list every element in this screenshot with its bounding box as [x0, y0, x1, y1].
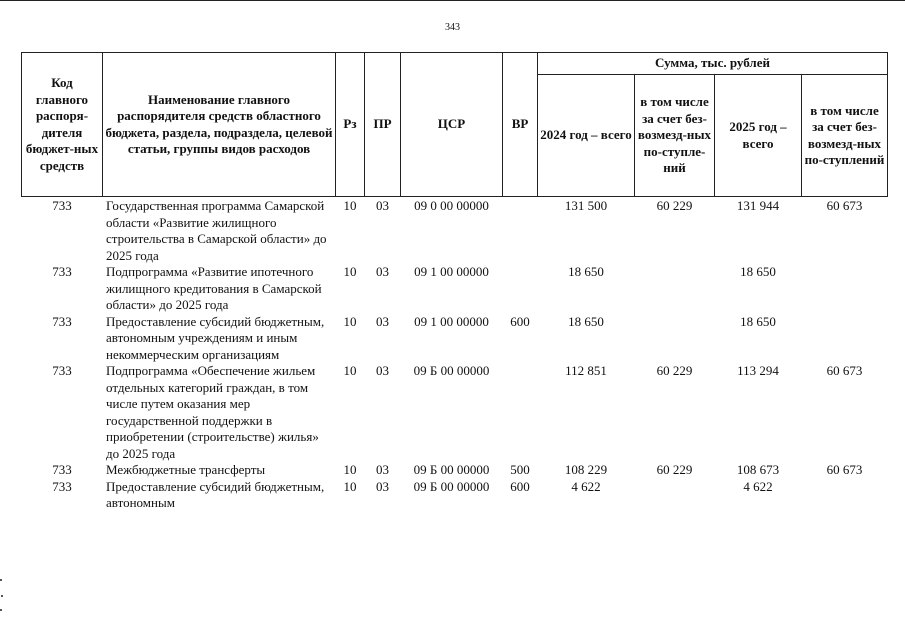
table-row [22, 363, 888, 462]
cell-2024-total: 18 650 [568, 264, 604, 279]
table-body [22, 197, 888, 512]
cell-name: Предоставление субсидий бюджетным, автономным [106, 478, 325, 510]
cell-pr: 03 [376, 313, 389, 329]
top-rule [0, 0, 905, 1]
cell-2025-grants: 60 673 [826, 198, 863, 213]
table-row [22, 462, 888, 479]
cell-2024-total: 108 229 [564, 462, 608, 477]
cell-rz: 10 [343, 264, 357, 279]
cell-code: 733 [52, 313, 72, 329]
cell-2024-total: 4 622 [571, 478, 601, 494]
header-name: Наименование главного распорядителя средств областного бюджета, раздела, подраздела, целевой статьи, группы видов расходов [103, 53, 336, 197]
cell-2025-grants [802, 314, 888, 364]
cell-2024-grants: 60 229 [656, 198, 693, 213]
table-row [22, 479, 888, 512]
cell-pr: 03 [376, 198, 389, 213]
cell-2025-grants: 60 673 [826, 363, 863, 378]
cell-code: 733 [52, 462, 72, 477]
scan-speck [0, 609, 2, 611]
cell-name: Предоставление субсидий бюджетным, автономным учреждениям и иным некоммерческим организациям [106, 313, 325, 362]
cell-2025-total: 131 944 [736, 198, 780, 213]
cell-csr: 09 1 00 00000 [414, 313, 489, 329]
budget-table [21, 52, 888, 512]
header-2025-total: 2025 год – всего [715, 75, 802, 197]
header-code: Код главного распоря-дителя бюджет-ных средств [22, 53, 103, 197]
cell-csr: 09 Б 00 00000 [413, 478, 490, 494]
cell-pr: 03 [376, 478, 389, 494]
table-row [22, 197, 888, 265]
cell-pr: 03 [376, 264, 389, 279]
cell-rz: 10 [343, 462, 357, 477]
cell-vr [503, 363, 538, 462]
cell-rz: 10 [343, 198, 357, 213]
header-vr: ВР [503, 53, 538, 197]
cell-pr: 03 [376, 462, 389, 477]
cell-rz: 10 [343, 313, 357, 329]
cell-pr: 03 [376, 363, 389, 378]
table-row [22, 264, 888, 314]
header-rz: Рз [336, 53, 365, 197]
cell-rz: 10 [343, 363, 357, 378]
cell-2025-grants [802, 479, 888, 512]
cell-name: Подпрограмма «Развитие ипотечного жилищного кредитования в Самарской области» до 2025 года [106, 264, 322, 312]
cell-vr [503, 197, 538, 265]
header-sum-group: Сумма, тыс. рублей [538, 53, 888, 75]
header-csr: ЦСР [401, 53, 503, 197]
cell-2025-total: 18 650 [740, 264, 776, 279]
cell-csr: 09 0 00 00000 [414, 198, 489, 213]
cell-vr: 600 [510, 313, 530, 329]
cell-csr: 09 Б 00 00000 [413, 363, 490, 378]
header-2024-total: 2024 год – всего [538, 75, 635, 197]
cell-vr: 600 [510, 478, 530, 494]
header-2025-grants: в том числе за счет без-возмезд-ных по-ступлений [802, 75, 888, 197]
cell-csr: 09 Б 00 00000 [413, 462, 490, 477]
cell-2024-grants: 60 229 [656, 462, 693, 477]
cell-2025-total: 4 622 [743, 478, 773, 494]
cell-2025-total: 18 650 [740, 313, 776, 329]
cell-2024-grants: 60 229 [656, 363, 693, 378]
cell-name: Подпрограмма «Обеспечение жильем отдельных категорий граждан, в том числе путем оказания мер государственной поддержки в приобретении (строительстве) жилья» до 2025 года [106, 363, 319, 461]
cell-rz: 10 [343, 478, 357, 494]
cell-name: Межбюджетные трансферты [106, 462, 266, 477]
cell-2024-total: 18 650 [568, 313, 604, 329]
cell-2024-total: 131 500 [564, 198, 608, 213]
cell-2024-grants [635, 314, 715, 364]
cell-code: 733 [52, 363, 72, 378]
cell-2025-grants [802, 264, 888, 314]
cell-code: 733 [52, 478, 72, 494]
header-2024-grants: в том числе за счет без-возмезд-ных по-ступле-ний [635, 75, 715, 197]
cell-2025-total: 108 673 [736, 462, 780, 477]
scan-speck [0, 579, 2, 581]
cell-2025-grants: 60 673 [826, 462, 863, 477]
scan-specks [0, 575, 3, 615]
cell-2025-total: 113 294 [737, 363, 779, 378]
cell-vr: 500 [510, 462, 530, 477]
cell-vr [503, 264, 538, 314]
cell-2024-grants [635, 264, 715, 314]
header-pr: ПР [365, 53, 401, 197]
table-row [22, 314, 888, 364]
table-header [22, 53, 888, 197]
page-number: 343 [445, 22, 460, 33]
cell-csr: 09 1 00 00000 [414, 264, 489, 279]
scan-speck [1, 595, 3, 597]
cell-name: Государственная программа Самарской области «Развитие жилищного строительства в Самарской области» до 2025 года [106, 198, 327, 263]
cell-code: 733 [52, 198, 72, 213]
cell-code: 733 [52, 264, 72, 279]
cell-2024-total: 112 851 [565, 363, 607, 378]
cell-2024-grants [635, 479, 715, 512]
